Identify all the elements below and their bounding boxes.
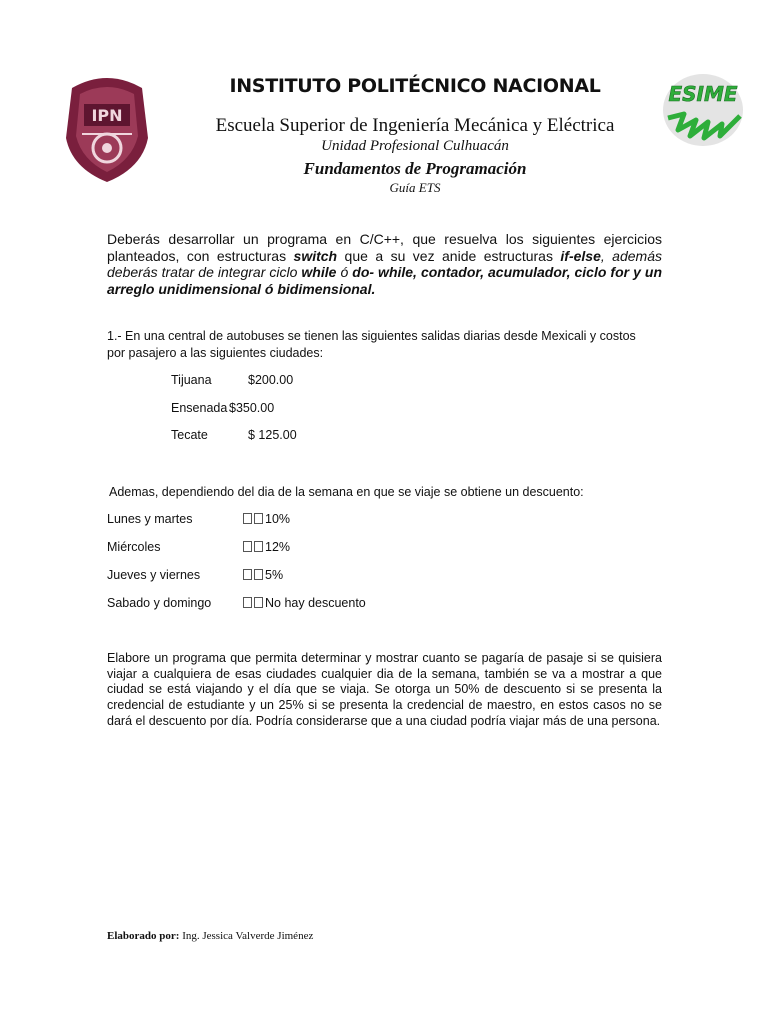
- day-label: Jueves y viernes: [107, 568, 201, 582]
- checkbox-glyph-icon: [254, 569, 263, 580]
- checkbox-glyph-icon: [243, 569, 252, 580]
- day-discount: 10%: [243, 512, 290, 526]
- checkbox-glyph-icon: [243, 541, 252, 552]
- checkbox-glyph-icon: [243, 513, 252, 524]
- discount-intro: Ademas, dependiendo del dia de la semana en que se viaje se obtiene un descuento:: [109, 485, 584, 499]
- task-paragraph: Elabore un programa que permita determinar y mostrar cuanto se pagaría de pasaje si se quisiera viajar a cualquiera de esas ciudades cualquier dia de la semana, también se va a mostrar a que ciudad se está viajando y el día que se viaja. Se otorga un 50% de descuento si se presenta la credencial de estudiante y un 25% si se presenta la credencial de maestro, en estos casos no se dará el descuento por día. Podría considerarse que a una ciudad podría viajar más de una persona.: [107, 651, 662, 728]
- city-price: $ 125.00: [248, 428, 297, 442]
- day-discount: 12%: [243, 540, 290, 554]
- svg-text:IPN: IPN: [91, 106, 123, 125]
- unit-name: Unidad Profesional Culhuacán: [321, 138, 509, 154]
- day-label: Lunes y martes: [107, 512, 193, 526]
- city-price: $350.00: [229, 401, 275, 415]
- checkbox-glyph-icon: [254, 597, 263, 608]
- city-name: Tecate: [171, 428, 208, 442]
- school-name: Escuela Superior de Ingeniería Mecánica y Eléctrica: [215, 115, 615, 136]
- author-footer: Elaborado por: Ing. Jessica Valverde Jiménez: [107, 930, 314, 942]
- checkbox-glyph-icon: [243, 597, 252, 608]
- checkbox-glyph-icon: [254, 513, 263, 524]
- ipn-logo: [62, 68, 152, 184]
- course-name: Fundamentos de Programación: [303, 159, 527, 178]
- city-price: $200.00: [248, 373, 294, 387]
- intro-paragraph: Deberás desarrollar un programa en C/C++, que resuelva los siguientes ejercicios planteados, con estructuras switch que a su vez anide estructuras if-else, además deberás tratar de integrar ciclo while ó do- while, contador, acumulador, ciclo for y un arreglo unidimensional ó bidimensional.: [107, 231, 662, 297]
- day-label: Sabado y domingo: [107, 596, 212, 610]
- day-discount: No hay descuento: [243, 596, 366, 610]
- city-name: Tijuana: [171, 373, 212, 387]
- exercise-statement: 1.- En una central de autobuses se tienen las siguientes salidas diarias desde Mexicali y costos por pasajero a las siguientes ciudades:: [107, 329, 636, 360]
- institute-title: INSTITUTO POLITÉCNICO NACIONAL: [229, 75, 601, 97]
- city-name: Ensenada: [171, 401, 228, 415]
- day-discount: 5%: [243, 568, 283, 582]
- guide-label: Guía ETS: [389, 180, 441, 195]
- checkbox-glyph-icon: [254, 541, 263, 552]
- day-label: Miércoles: [107, 540, 161, 554]
- svg-text:ESIME: ESIME: [668, 82, 738, 106]
